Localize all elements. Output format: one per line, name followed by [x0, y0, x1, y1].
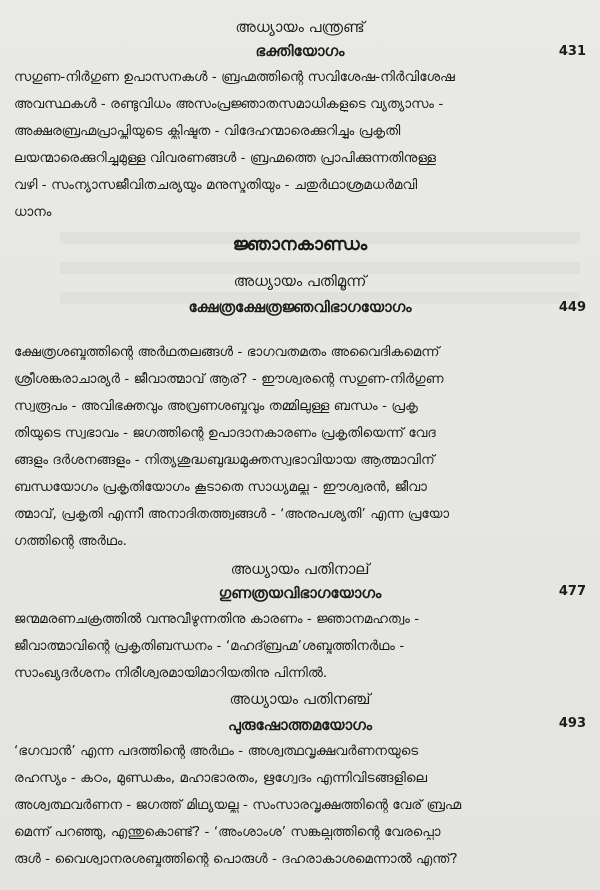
chapter-12-page-number: 431 — [558, 44, 586, 59]
chapter-12-heading: അധ്യായം പന്ത്രണ്ട് — [235, 18, 365, 36]
chapter-13-page-number: 449 — [558, 300, 586, 315]
chapter-12-title: ഭക്തിയോഗം — [255, 42, 345, 60]
chapter-15-line: മെന്ന് പറഞ്ഞു, എന്തുകൊണ്ട്? - ‘അംശാംശ’ സങ്കല്പത്തിന്റെ വേരപ്പൊ — [14, 825, 441, 840]
chapter-15-line: രുൾ - വൈശ്വാനരശബ്ദത്തിന്റെ പൊരുൾ - ദഹരാകാശമെന്നാൽ എന്ത്? — [14, 852, 458, 867]
chapter-13-line: സ്വരൂപം - അവിഭക്തവും അവ്രണശബ്ദവും തമ്മിലുള്ള ബന്ധം - പ്രകൃ — [14, 399, 418, 414]
chapter-15-title: പുരുഷോത്തമയോഗം — [227, 716, 373, 734]
chapter-14-line: ജന്മമരണചക്രത്തിൽ വന്നുവീഴുന്നതിനു കാരണം - ജ്ഞാനമഹത്വം - — [14, 612, 420, 627]
chapter-12-line: ധാനം — [14, 205, 52, 220]
chapter-15-line: അശ്വത്ഥവർണന - ജഗത്ത് മിഥ്യയല്ല - സംസാരവൃക്ഷത്തിന്റെ വേര് ബ്രഹ്മ — [14, 798, 462, 813]
chapter-14-heading: അധ്യായം പതിനാല് — [230, 560, 370, 578]
chapter-13-line: ബന്ധയോഗം പ്രകൃതിയോഗം കൂടാതെ സാധ്യമല്ല - ഈശ്വരൻ, ജീവാ — [14, 480, 427, 495]
chapter-15-line: ‘ഭഗവാൻ’ എന്ന പദത്തിന്റെ അർഥം - അശ്വത്ഥവൃക്ഷവർണനയുടെ — [14, 744, 419, 759]
chapter-13-line: ഗത്തിന്റെ അർഥം. — [14, 534, 127, 549]
chapter-13-line: ക്ഷേത്രശബ്ദത്തിന്റെ അർഥതലങ്ങൾ - ഭാഗവതമതം അവൈദികമെന്ന് — [14, 345, 440, 360]
chapter-13-line: തിയുടെ സ്വഭാവം - ജഗത്തിന്റെ ഉപാദാനകാരണം പ്രകൃതിയെന്ന് വേദ — [14, 426, 436, 441]
chapter-15-heading: അധ്യായം പതിനഞ്ച് — [229, 690, 371, 708]
chapter-15-page-number: 493 — [558, 716, 586, 731]
chapter-12-line: വഴി - സംന്യാസജീവിതചര്യയും മനുസ്മൃതിയും - ചതുർഥാശ്രമധർമവി — [14, 178, 418, 193]
chapter-13-heading: അധ്യായം പതിമൂന്ന് — [233, 272, 367, 290]
chapter-13-line: ങ്ങളും ദർശനങ്ങളും - നിത്യശുദ്ധബുദ്ധമുക്തസ്വഭാവിയായ ആത്മാവിന് — [14, 453, 435, 468]
chapter-14-title: ഗുണത്രയവിഭാഗയോഗം — [218, 584, 382, 602]
chapter-13-line: ശ്രീശങ്കരാചാര്യർ - ജീവാത്മാവ് ആര്? - ഈശ്വരന്റെ സഗുണ-നിർഗുണ — [14, 372, 444, 387]
chapter-12-line: സഗുണ-നിർഗുണ ഉപാസനകൾ - ബ്രഹ്മത്തിന്റെ സവിശേഷ-നിർവിശേഷ — [14, 70, 455, 85]
chapter-12-line: ലയന്മാരെക്കുറിച്ചുമുള്ള വിവരണങ്ങൾ - ബ്രഹ്മത്തെ പ്രാപിക്കുന്നതിനുള്ള — [14, 151, 436, 166]
chapter-13-title: ക്ഷേത്രക്ഷേത്രജ്ഞവിഭാഗയോഗം — [188, 298, 412, 316]
chapter-12-line: അവസ്ഥകൾ - രണ്ടുവിധം അസംപ്രജ്ഞാതസമാധികളുടെ വ്യത്യാസം - — [14, 97, 444, 112]
chapter-13-line: ത്മാവ്, പ്രകൃതി എന്നീ അനാദിതത്ത്വങ്ങൾ - ‘അനുപശ്യതി’ എന്ന പ്രയോ — [14, 507, 450, 522]
chapter-14-line: ജീവാത്മാവിന്റെ പ്രകൃതിബന്ധനം - ‘മഹദ്ബ്രഹ്മ’ശബ്ദത്തിനർഥം - — [14, 639, 405, 654]
chapter-15-line: രഹസ്യം - കഠം, മുണ്ഡകം, മഹാഭാരതം, ഋഗ്വേദം എന്നിവിടങ്ങളിലെ — [14, 771, 428, 786]
chapter-14-page-number: 477 — [558, 584, 586, 599]
chapter-14-line: സാംഖ്യദർശനം നിരീശ്വരമായിമാറിയതിനു പിന്നിൽ. — [14, 666, 328, 681]
part-title: ജ്ഞാനകാണ്ഡം — [232, 234, 368, 255]
chapter-12-line: അക്ഷരബ്രഹ്മപ്രാപ്തിയുടെ ക്ലിഷ്ടത - വിദേഹന്മാരെക്കുറിച്ചും പ്രകൃതി — [14, 124, 401, 139]
